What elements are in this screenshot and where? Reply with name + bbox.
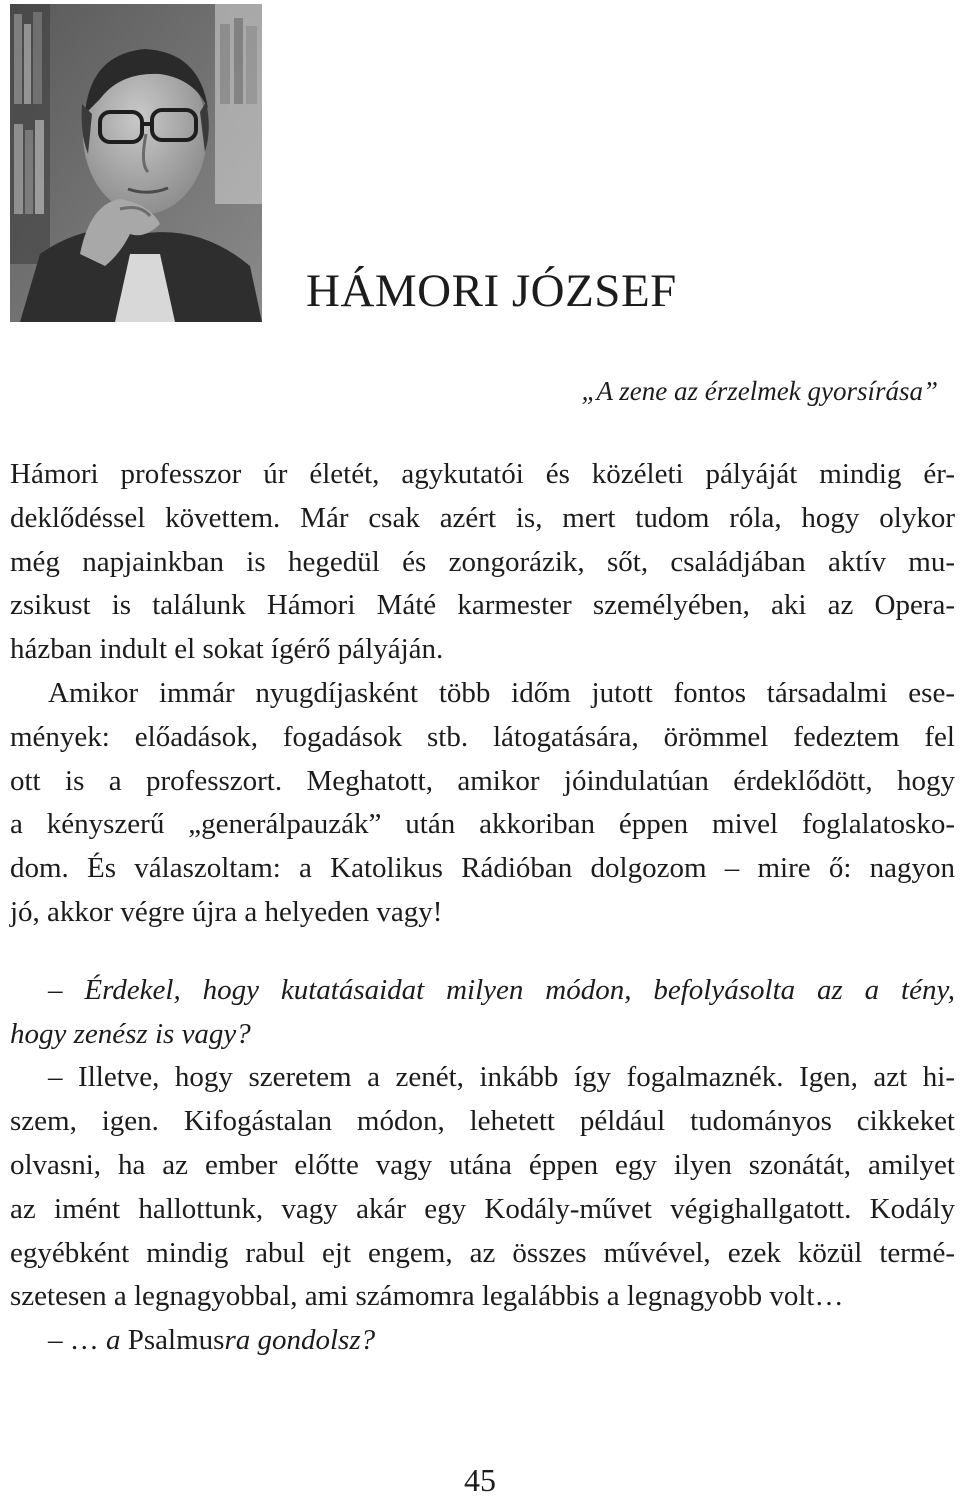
text-line: Amikor immár nyugdíjasként több időm jutott fontos társadalmi ese- bbox=[48, 676, 955, 709]
answer-line: olvasni, ha az ember előtte vagy utána éppen egy ilyen szonátát, amilyet bbox=[10, 1148, 955, 1181]
question-dash: – … bbox=[48, 1324, 99, 1357]
motto-quote: „A zene az érzelmek gyorsírása” bbox=[581, 376, 938, 406]
portrait-illustration bbox=[10, 4, 262, 322]
text-line: zsikust is találunk Hámori Máté karmester személyében, aki az Opera- bbox=[10, 589, 955, 622]
question-line: hogy zenész is vagy? bbox=[10, 1017, 251, 1050]
text-line: ott is a professzort. Meghatott, amikor jóindulatúan érdeklődött, hogy bbox=[10, 764, 955, 797]
text-line: házban indult el sokat ígérő pályáján. bbox=[10, 633, 444, 666]
question-word: a bbox=[106, 1324, 121, 1357]
text-line: mények: előadások, fogadások stb. látogatására, örömmel fedeztem fel bbox=[10, 720, 955, 753]
interview-answer-1 bbox=[10, 1056, 955, 1319]
text-line: a kényszerű „generálpauzák” után akkoriban éppen mivel foglalatosko- bbox=[10, 808, 955, 841]
question-line: – Érdekel, hogy kutatásaidat milyen módon, befolyásolta az a tény, bbox=[48, 973, 955, 1006]
answer-line: szetesen a legnagyobbal, ami számomra legalábbis a legnagyobb volt… bbox=[10, 1280, 844, 1313]
answer-line: szem, igen. Kifogástalan módon, lehetett például tudományos cikkeket bbox=[10, 1105, 955, 1138]
article-body bbox=[10, 453, 955, 1363]
intro-paragraph bbox=[10, 453, 955, 935]
answer-line: – Illetve, hogy szeretem a zenét, inkább így fogalmaznék. Igen, azt hi- bbox=[48, 1061, 955, 1094]
text-line: jó, akkor végre újra a helyeden vagy! bbox=[10, 895, 443, 928]
text-line: még napjainkban is hegedül és zongorázik, sőt, családjában aktív mu- bbox=[10, 545, 955, 578]
interview-question-1 bbox=[10, 969, 955, 1057]
work-title: Psalmus bbox=[127, 1324, 225, 1357]
text-line: Hámori professzor úr életét, agykutatói és közéleti pályáját mindig ér- bbox=[10, 458, 955, 490]
text-line: dom. És válaszoltam: a Katolikus Rádióban dolgozom – mire ő: nagyon bbox=[10, 852, 955, 885]
page-number: 45 bbox=[464, 1462, 496, 1498]
text-line: deklődéssel követtem. Már csak azért is, mert tudom róla, hogy olykor bbox=[10, 501, 955, 534]
author-portrait-photo bbox=[10, 4, 262, 322]
interview-question-2 bbox=[10, 1319, 955, 1363]
section-gap bbox=[10, 935, 955, 969]
answer-line: egyébként mindig rabul ejt engem, az összes művével, ezek közül termé- bbox=[10, 1236, 955, 1269]
page-title: HÁMORI JÓZSEF bbox=[306, 265, 677, 317]
question-rest: ra gondolsz? bbox=[224, 1324, 376, 1357]
answer-line: az imént hallottunk, vagy akár egy Kodály-művet végighallgatott. Kodály bbox=[10, 1192, 955, 1225]
